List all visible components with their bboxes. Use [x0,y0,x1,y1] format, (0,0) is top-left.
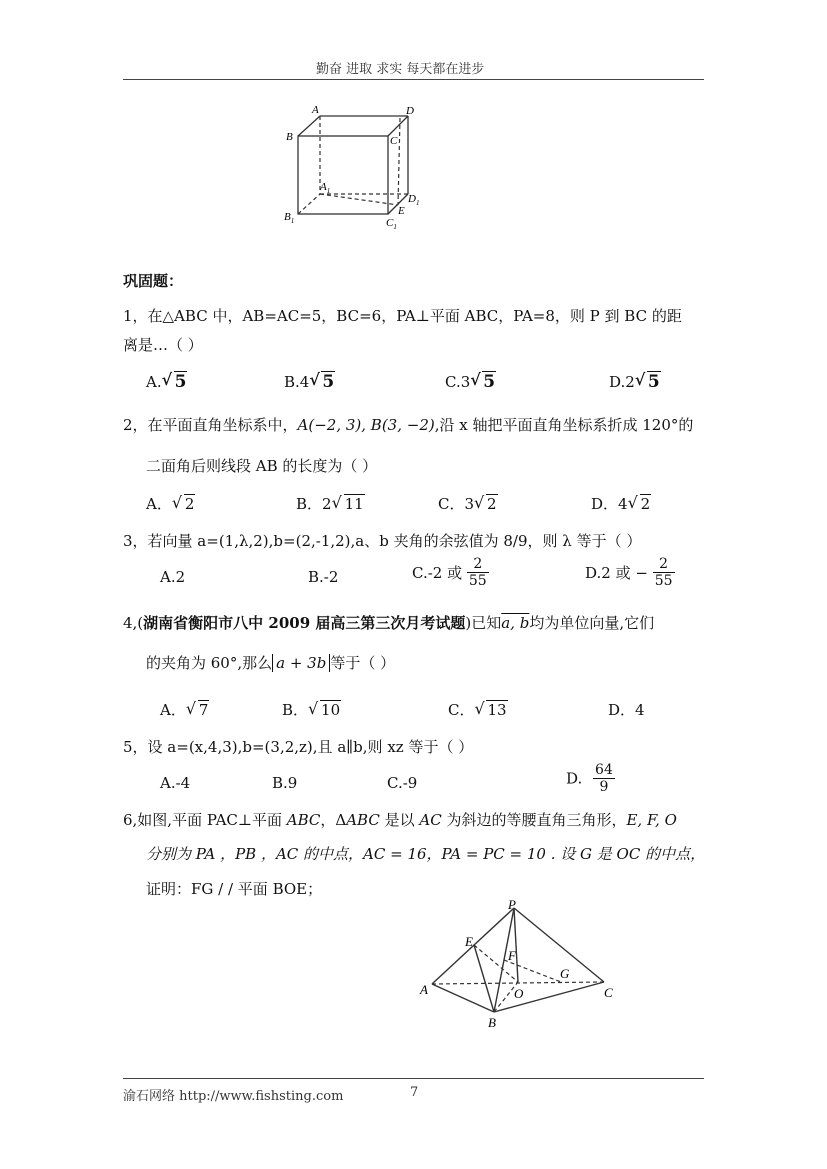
label-B: B [488,1015,496,1030]
q3-option-a: A.2 [160,568,186,586]
label-O: O [514,986,524,1001]
q6-line1: 6,如图,平面 PAC⊥平面 ABC，ΔABC 是以 AC 为斜边的等腰直角三角形，E, F, O [123,811,677,829]
label-D: D [406,105,414,117]
q4-option-c: C． √ 13 [448,699,507,719]
q5-line1: 5，设 a=(x,4,3),b=(3,2,z),且 a∥b,则 xz 等于（ ） [123,738,474,756]
label-A1: $A_1$ [320,181,331,195]
q3-option-b: B.-2 [308,568,339,586]
q6-line3: 证明：FG / / 平面 BOE； [146,880,323,898]
label-B1: $B_1$ [284,211,295,225]
q1-option-c: C.3 √ 5 [445,370,496,392]
q4-option-d: D．4 [608,701,645,719]
q2-option-d: D．4 √ 2 [591,493,651,513]
q5-option-b: B.9 [272,774,298,792]
q2-line1: 2，在平面直角坐标系中，A(−2, 3), B(3, −2),沿 x 轴把平面直角坐标系折成 120°的 [123,416,694,434]
section-title: 巩固题： [123,272,184,290]
q1-option-d: D.2 √ 5 [609,370,660,392]
cube-figure [282,102,422,232]
q5-option-a: A.-4 [160,774,191,792]
q1-option-b: B.4 √ 5 [284,370,335,392]
label-D1: $D_1$ [408,193,420,207]
q3-option-c: C.-2 或 $\frac{2}{55}$ [412,556,487,589]
q2-option-a: A． √ 2 [146,493,195,513]
footer-site: 渝石网络 http://www.fishsting.com [123,1089,344,1104]
q3-option-d: D.2 或 − $\frac{2}{55}$ [585,556,673,589]
pyramid-figure [418,900,618,1030]
label-E: E [465,934,473,949]
q1-line1: 1，在△ABC 中，AB=AC=5，BC=6，PA⊥平面 ABC，PA=8，则 P 到 BC 的距 [123,307,682,325]
q4-line2: 的夹角为 60°,那么 a + 3b 等于（ ） [146,654,396,672]
q2-option-b: B．2 √ 11 [296,493,364,513]
label-A: A [312,104,319,116]
q1-option-a: A. √ 5 [146,370,187,392]
label-C1: $C_1$ [386,217,397,231]
label-E: E [398,205,405,217]
q3-line1: 3，若向量 a=(1,λ,2),b=(2,-1,2),a、b 夹角的余弦值为 8/9，则 λ 等于（ ） [123,532,642,550]
label-C: C [604,985,613,1000]
label-G: G [560,966,570,981]
q2-line2: 二面角后则线段 AB 的长度为（ ） [146,457,378,475]
label-F: F [508,948,516,963]
q1-line2: 离是…（ ） [123,336,203,354]
footer-rule [123,1078,704,1079]
label-A: A [420,982,428,997]
q2-option-c: C．3 √ 2 [438,493,497,513]
header-rule [123,79,704,80]
q5-option-c: C.-9 [387,774,418,792]
q6-line2: 分别为 PA ，PB ，AC 的中点，AC = 16，PA = PC = 10 . 设 G 是 OC 的中点， [146,845,706,863]
label-B: B [286,131,293,143]
q4-option-a: A． √ 7 [160,699,209,719]
q5-option-d: D. $\frac{64}{9}$ [566,762,613,795]
q4-option-b: B． √ 10 [282,699,341,719]
label-P: P [508,900,516,912]
q4-line1: 4,(湖南省衡阳市八中 2009 届高三第三次月考试题)已知a, b均为单位向量,它们 [123,614,655,632]
header-motto: 勤奋 进取 求实 每天都在进步 [316,62,485,77]
page-number: 7 [410,1085,419,1100]
label-C: C [390,135,398,147]
